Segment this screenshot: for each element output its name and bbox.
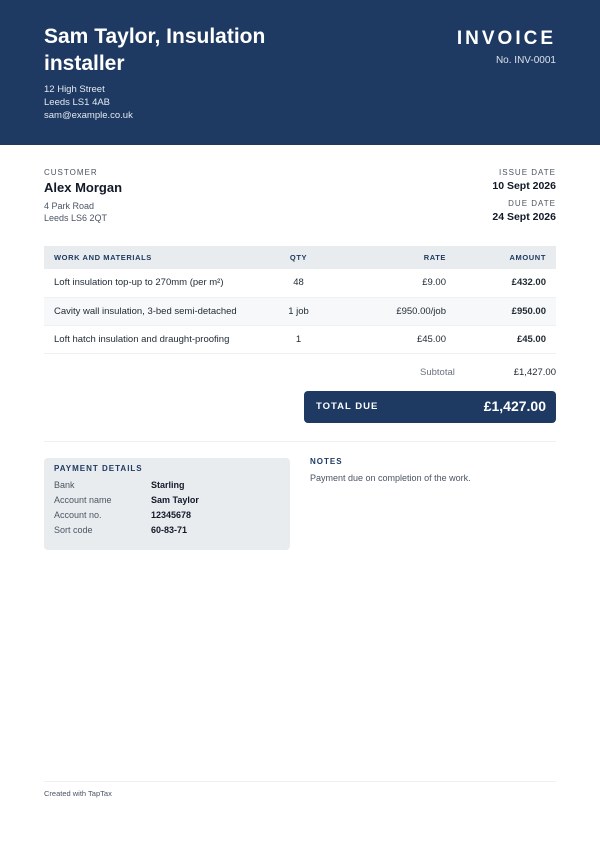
section-divider: [44, 441, 556, 442]
business-name: Sam Taylor, Insulation installer: [44, 25, 266, 75]
footer-divider: [44, 781, 556, 782]
business-email: sam@example.co.uk: [44, 110, 133, 121]
row-description: Loft hatch insulation and draught-proofing: [44, 325, 261, 353]
invoice-number: No. INV-0001: [495, 55, 556, 66]
business-address-line1: 12 High Street: [44, 84, 105, 95]
notes-text: Payment due on completion of the work.: [310, 473, 471, 483]
payment-details-title: PAYMENT DETAILS: [54, 464, 143, 473]
due-date-value: 24 Sept 2026: [492, 211, 556, 223]
payment-value: Starling: [151, 480, 185, 490]
row-qty: 1: [261, 325, 336, 353]
subtotal-label: Subtotal: [420, 367, 455, 378]
payment-value: 12345678: [151, 510, 192, 520]
col-header-description: WORK AND MATERIALS: [54, 253, 152, 262]
customer-address-line2: Leeds LS6 2QT: [44, 213, 108, 223]
due-date-block: [492, 199, 556, 223]
invoice-title: INVOICE: [456, 28, 556, 49]
issue-date-value: 10 Sept 2026: [492, 180, 556, 192]
total-due-label: TOTAL DUE: [316, 401, 379, 412]
payment-details-panel: [44, 458, 290, 550]
business-address: [44, 83, 133, 122]
row-amount: £950.00: [456, 297, 556, 325]
row-description: Loft insulation top-up to 270mm (per m²): [44, 269, 261, 297]
line-items-table: [44, 246, 556, 354]
footer-credit: Created with TapTax: [44, 789, 112, 798]
table-row: [44, 297, 556, 325]
table-row: [44, 325, 556, 353]
table-header-row: [44, 246, 556, 269]
row-description: Cavity wall insulation, 3-bed semi-detached: [44, 297, 261, 325]
due-date-label: DUE DATE: [508, 199, 556, 208]
row-qty: 1 job: [261, 297, 336, 325]
col-header-rate: RATE: [423, 253, 446, 262]
row-amount: £432.00: [456, 269, 556, 297]
notes-title: NOTES: [310, 457, 343, 466]
table-row: [44, 269, 556, 297]
row-qty: 48: [261, 269, 336, 297]
customer-address-line1: 4 Park Road: [44, 201, 95, 211]
customer-label: CUSTOMER: [44, 168, 98, 177]
payment-value: 60-83-71: [151, 525, 188, 535]
col-header-qty: QTY: [289, 253, 308, 262]
business-address-line2: Leeds LS1 4AB: [44, 97, 111, 108]
customer-name: Alex Morgan: [44, 180, 123, 195]
subtotal-value: £1,427.00: [513, 367, 556, 378]
issue-date-block: [492, 168, 556, 192]
row-rate: £9.00: [336, 269, 456, 297]
payment-key: Account no.: [54, 510, 102, 520]
total-due-box: [304, 391, 556, 423]
customer-address: [44, 200, 107, 224]
payment-key: Account name: [54, 495, 112, 505]
payment-value: Sam Taylor: [151, 495, 199, 505]
invoice-header: [0, 0, 600, 145]
total-due-value: £1,427.00: [483, 398, 546, 414]
col-header-amount: AMOUNT: [509, 253, 546, 262]
payment-key: Bank: [54, 480, 75, 490]
row-rate: £45.00: [336, 325, 456, 353]
payment-key: Sort code: [54, 525, 93, 535]
issue-date-label: ISSUE DATE: [499, 168, 556, 177]
row-amount: £45.00: [456, 325, 556, 353]
row-rate: £950.00/job: [336, 297, 456, 325]
